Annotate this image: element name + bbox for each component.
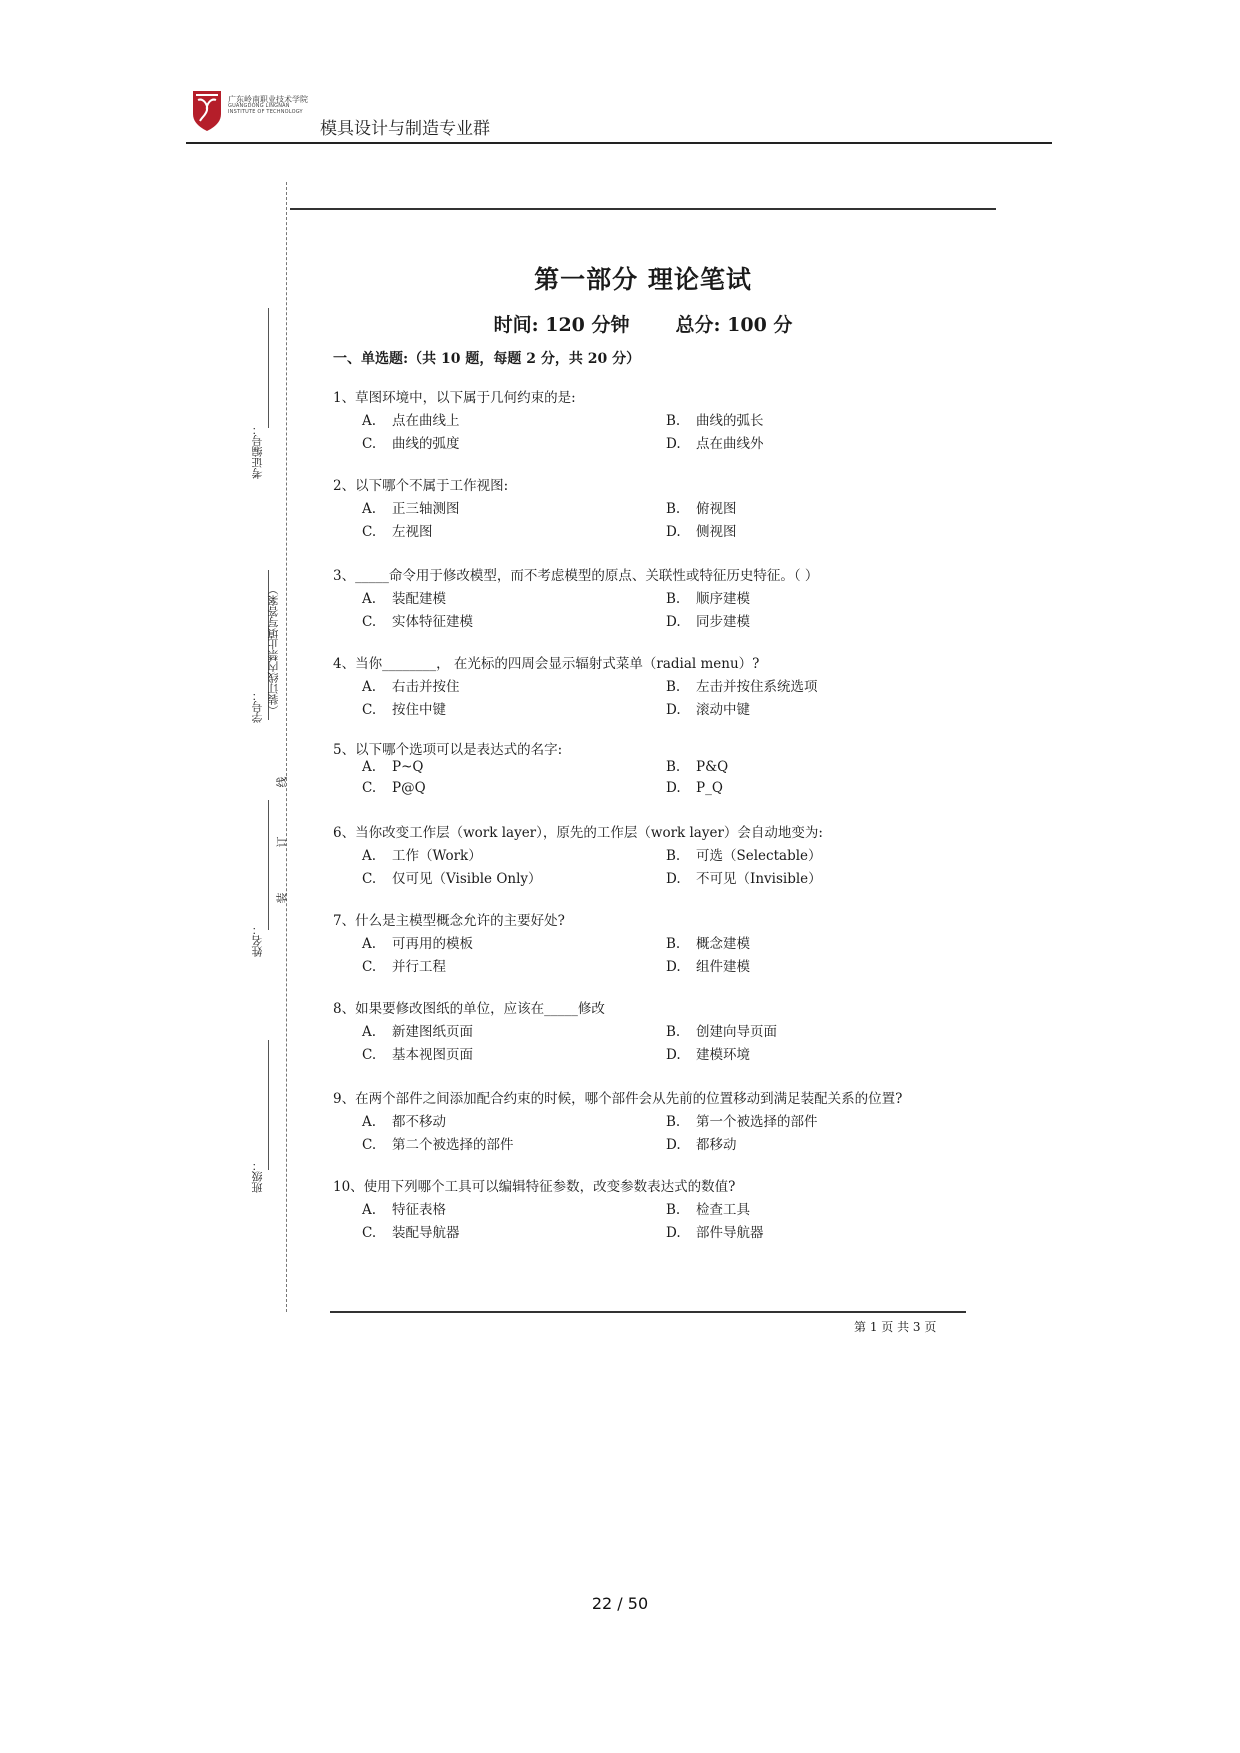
exam-time-score (290, 310, 996, 337)
option-letter: C. (362, 702, 377, 718)
question-option (666, 497, 737, 517)
option-text: 并行工程 (392, 959, 446, 975)
option-text: 点在曲线上 (392, 413, 460, 429)
option-letter: A. (362, 501, 377, 517)
question-stem: 10、使用下列哪个工具可以编辑特征参数，改变参数表达式的数值? (333, 1179, 736, 1195)
question-option (362, 409, 460, 429)
name-label: 姓名： (251, 924, 264, 957)
option-text: P~Q (392, 759, 424, 775)
binding-char-1: 线 (275, 776, 289, 788)
question-option (362, 1110, 446, 1130)
question-option (666, 698, 750, 718)
option-letter: A. (362, 679, 377, 695)
question-stem: 8、如果要修改图纸的单位，应该在_____修改 (333, 1001, 605, 1017)
option-text: 点在曲线外 (696, 436, 764, 452)
question-option (666, 1043, 750, 1063)
option-letter: A. (362, 848, 377, 864)
header-divider (186, 142, 1052, 144)
question-option (666, 1198, 750, 1218)
exam-id-underline (268, 308, 269, 428)
logo-name-en-1: GUANGDONG LINGNAN (228, 103, 290, 110)
question-option (666, 675, 818, 695)
binding-note: （装订线内禁止填写答案） (267, 584, 280, 716)
question-option (362, 759, 423, 775)
option-letter: A. (362, 1024, 377, 1040)
option-letter: C. (362, 1047, 377, 1063)
option-letter: D. (666, 436, 681, 452)
question-option (666, 1110, 818, 1130)
option-text: P_Q (696, 780, 723, 796)
question-option (666, 610, 750, 630)
option-letter: C. (362, 959, 377, 975)
option-letter: D. (666, 959, 681, 975)
option-text: 创建向导页面 (696, 1024, 777, 1040)
question-option (666, 1221, 764, 1241)
question-stem: 4、当你________， 在光标的四周会显示辐射式菜单（radial menu）? (333, 656, 760, 672)
section-heading: 一、单选题:（共 10 题，每题 2 分，共 20 分） (333, 351, 641, 367)
class-underline (268, 1040, 269, 1170)
option-letter: B. (666, 679, 681, 695)
option-letter: B. (666, 936, 681, 952)
page-count: 第 1 页 共 3 页 (854, 1320, 937, 1334)
binding-char-2: 订 (275, 836, 289, 848)
option-letter: A. (362, 1202, 377, 1218)
option-letter: C. (362, 871, 377, 887)
question-stem: 2、以下哪个不属于工作视图: (333, 478, 509, 494)
option-text: 建模环境 (696, 1047, 750, 1063)
option-letter: A. (362, 591, 377, 607)
binding-char-3: 装 (275, 892, 289, 904)
option-letter: C. (362, 614, 377, 630)
option-letter: D. (666, 871, 681, 887)
question-option (362, 1198, 446, 1218)
option-letter: D. (666, 1137, 681, 1153)
option-letter: C. (362, 780, 377, 796)
question-option (666, 759, 728, 775)
option-text: 不可见（Invisible） (696, 871, 822, 887)
logo-name-en-2: INSTITUTE OF TECHNOLOGY (228, 108, 303, 115)
option-text: 左视图 (392, 524, 433, 540)
option-text: 俯视图 (696, 501, 737, 517)
content-bottom-rule (330, 1311, 966, 1313)
question-option (666, 780, 723, 796)
question-option (666, 1020, 777, 1040)
question-option (666, 867, 822, 887)
student-id-label: 学号： (251, 690, 264, 723)
question-option (362, 610, 473, 630)
question-option (666, 432, 764, 452)
option-text: 可选（Selectable） (696, 848, 822, 864)
option-letter: B. (666, 1024, 681, 1040)
exam-title: 第一部分 理论笔试 (534, 265, 752, 294)
option-text: 基本视图页面 (392, 1047, 473, 1063)
option-letter: B. (666, 1202, 681, 1218)
option-text: 顺序建模 (696, 591, 750, 607)
option-text: 装配建模 (392, 591, 446, 607)
question-option (666, 1133, 737, 1153)
exam-score: 总分: 100 分 (675, 314, 793, 336)
question-option (362, 520, 433, 540)
question-option (362, 587, 446, 607)
option-letter: B. (666, 759, 681, 775)
option-letter: D. (666, 1225, 681, 1241)
option-text: 装配导航器 (392, 1225, 460, 1241)
option-letter: A. (362, 413, 377, 429)
option-text: 部件导航器 (696, 1225, 764, 1241)
question-option (666, 932, 750, 952)
option-text: 工作（Work） (392, 848, 482, 864)
question-option (362, 1221, 460, 1241)
option-text: 都不移动 (392, 1114, 446, 1130)
question-stem: 3、_____命令用于修改模型，而不考虑模型的原点、关联性或特征历史特征。（ ） (333, 568, 819, 584)
option-letter: B. (666, 1114, 681, 1130)
option-letter: C. (362, 524, 377, 540)
option-text: 第二个被选择的部件 (392, 1137, 514, 1153)
option-text: 概念建模 (696, 936, 750, 952)
question-option (666, 409, 764, 429)
option-letter: B. (666, 591, 681, 607)
option-letter: D. (666, 524, 681, 540)
question-option (666, 520, 737, 540)
question-option (362, 844, 482, 864)
question-option (362, 867, 542, 887)
option-text: 曲线的弧度 (392, 436, 460, 452)
option-letter: B. (666, 501, 681, 517)
question-option (362, 432, 460, 452)
option-text: 仅可见（Visible Only） (392, 871, 542, 887)
option-text: 同步建模 (696, 614, 750, 630)
option-text: 滚动中键 (696, 702, 750, 718)
option-text: 组件建模 (696, 959, 750, 975)
option-text: 正三轴测图 (392, 501, 460, 517)
option-text: 侧视图 (696, 524, 737, 540)
option-text: P@Q (392, 780, 426, 796)
binding-dashed-line (286, 182, 287, 1312)
option-letter: C. (362, 1137, 377, 1153)
option-text: 右击并按住 (392, 679, 460, 695)
option-text: 实体特征建模 (392, 614, 473, 630)
option-letter: D. (666, 702, 681, 718)
option-letter: D. (666, 780, 681, 796)
name-underline (268, 800, 269, 930)
header-title: 模具设计与制造专业群 (320, 119, 490, 139)
exam-time: 时间: 120 分钟 (493, 314, 630, 336)
option-text: 可再用的模板 (392, 936, 473, 952)
logo-name-cn: 广东岭南职业技术学院 (228, 95, 308, 104)
option-letter: A. (362, 936, 377, 952)
question-option (362, 1043, 473, 1063)
college-logo-icon (192, 90, 222, 132)
question-option (362, 497, 460, 517)
pdf-page-indicator: 22 / 50 (591, 1594, 649, 1613)
exam-id-label: 考证编号： (251, 424, 264, 479)
option-letter: D. (666, 614, 681, 630)
option-letter: B. (666, 848, 681, 864)
option-text: 特征表格 (392, 1202, 446, 1218)
option-text: 都移动 (696, 1137, 737, 1153)
question-stem: 9、在两个部件之间添加配合约束的时候，哪个部件会从先前的位置移动到满足装配关系的位置? (333, 1091, 903, 1107)
option-text: 左击并按住系统选项 (696, 679, 818, 695)
question-option (666, 955, 750, 975)
option-letter: A. (362, 1114, 377, 1130)
option-letter: D. (666, 1047, 681, 1063)
option-letter: C. (362, 1225, 377, 1241)
class-label: 班级： (251, 1160, 264, 1193)
question-option (362, 780, 426, 796)
question-option (666, 844, 822, 864)
option-letter: B. (666, 413, 681, 429)
question-stem: 1、草图环境中，以下属于几何约束的是: (333, 390, 576, 406)
question-option (362, 675, 460, 695)
question-stem: 7、什么是主模型概念允许的主要好处? (333, 913, 565, 929)
question-option (362, 698, 446, 718)
question-option (362, 1133, 514, 1153)
option-text: 按住中键 (392, 702, 446, 718)
college-logo-text (228, 95, 308, 116)
question-option (666, 587, 750, 607)
option-text: P&Q (696, 759, 729, 775)
question-option (362, 955, 446, 975)
option-text: 新建图纸页面 (392, 1024, 473, 1040)
question-stem: 6、当你改变工作层（work layer），原先的工作层（work layer）会自动地变为: (333, 825, 823, 841)
question-option (362, 1020, 473, 1040)
content-top-rule (290, 208, 996, 210)
question-stem: 5、以下哪个选项可以是表达式的名字: (333, 742, 563, 758)
option-text: 第一个被选择的部件 (696, 1114, 818, 1130)
option-letter: C. (362, 436, 377, 452)
option-letter: A. (362, 759, 377, 775)
option-text: 检查工具 (696, 1202, 750, 1218)
option-text: 曲线的弧长 (696, 413, 764, 429)
question-option (362, 932, 473, 952)
